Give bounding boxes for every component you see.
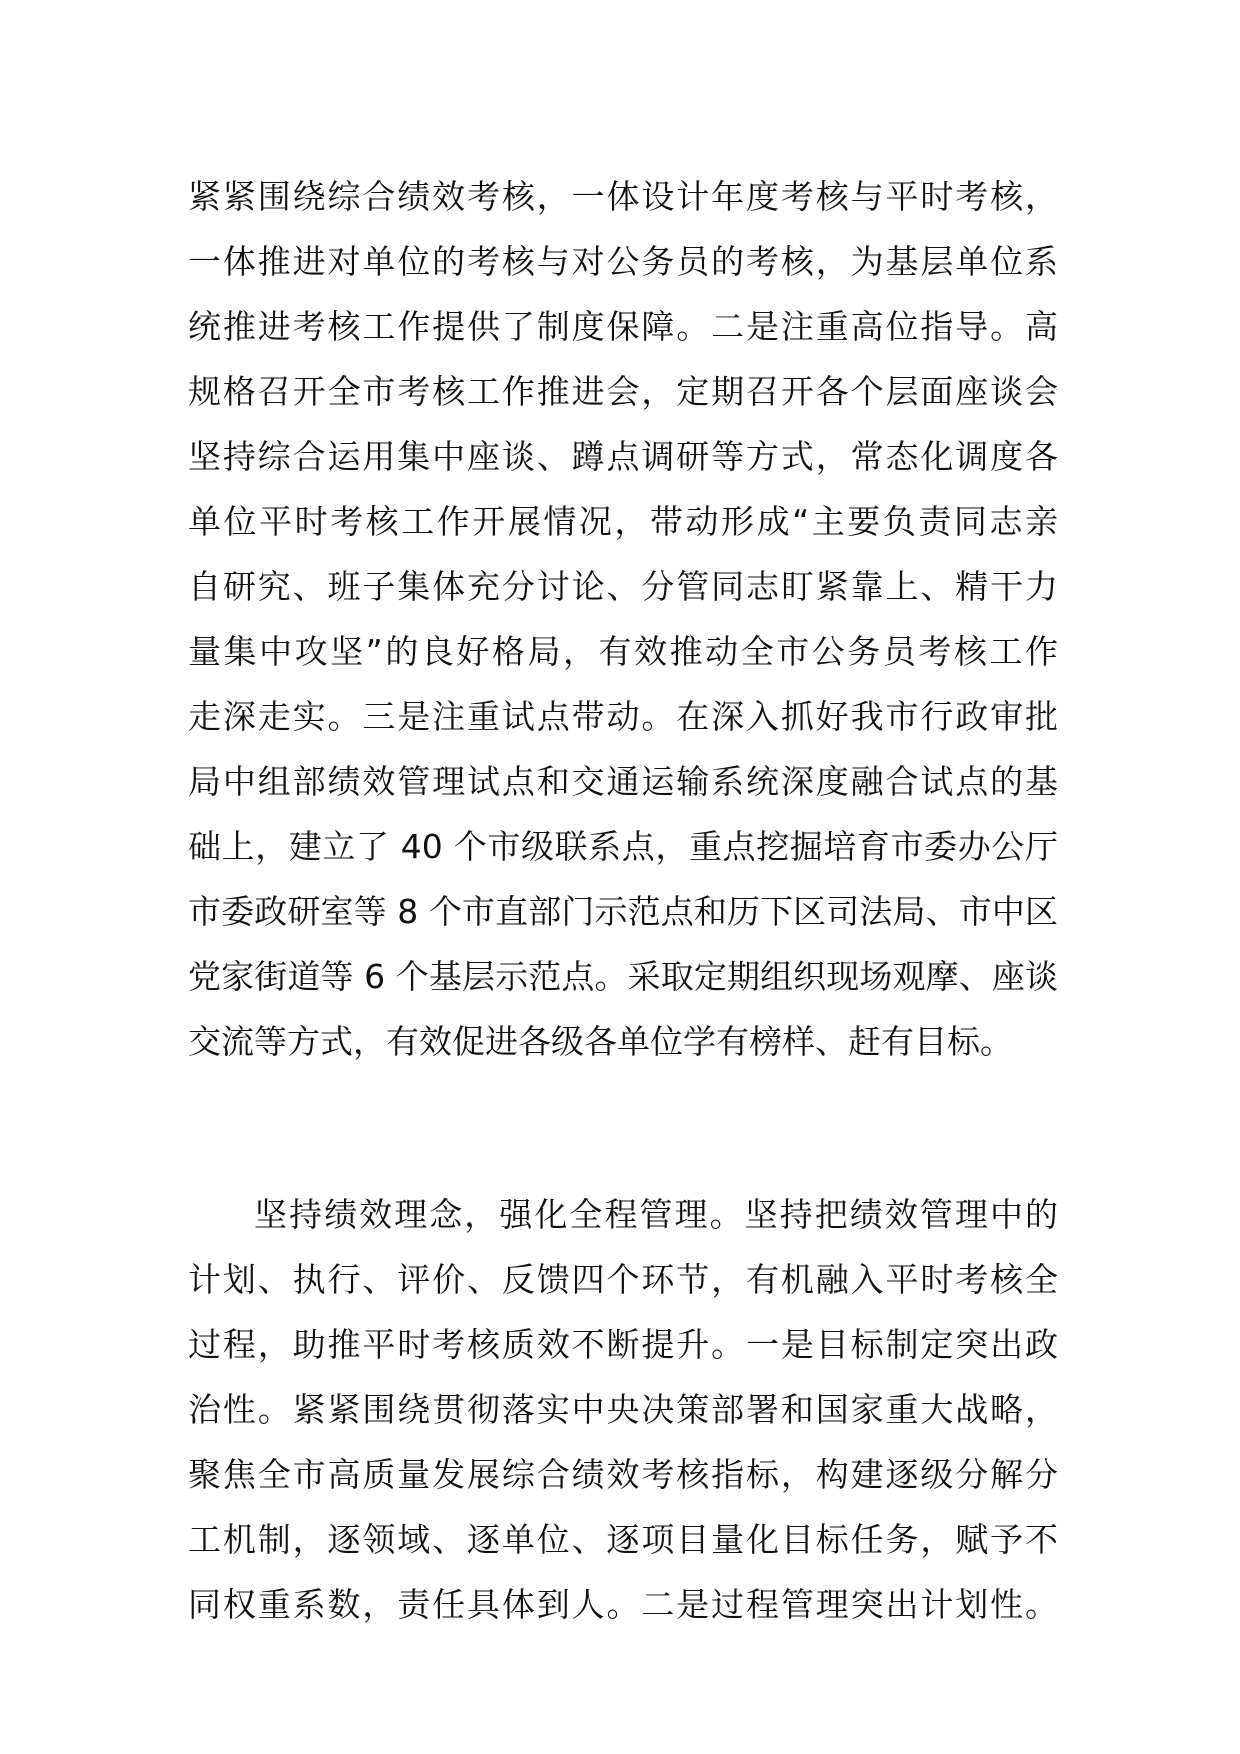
text-line: 计划、执行、评价、反馈四个环节，有机融入平时考核全 [188, 1260, 1058, 1299]
text-line: 聚焦全市高质量发展综合绩效考核指标，构建逐级分解分 [188, 1455, 1058, 1494]
text-line: 工机制，逐领域、逐单位、逐项目量化目标任务，赋予不 [188, 1520, 1058, 1559]
text-line: 自研究、班子集体充分讨论、分管同志盯紧靠上、精干力 [188, 567, 1058, 606]
paragraph-gap [188, 1074, 1058, 1182]
text-line: 紧紧围绕综合绩效考核，一体设计年度考核与平时考核， [188, 177, 1058, 216]
document-page [188, 164, 1058, 1637]
text-line: 坚持绩效理念，强化全程管理。坚持把绩效管理中的 [254, 1195, 1058, 1234]
text-line: 交流等方式，有效促进各级各单位学有榜样、赶有目标。 [188, 1022, 1013, 1061]
text-line: 党家街道等 6 个基层示范点。采取定期组织现场观摩、座谈 [188, 957, 1058, 996]
text-line: 坚持综合运用集中座谈、蹲点调研等方式，常态化调度各 [188, 437, 1058, 476]
text-line: 局中组部绩效管理试点和交通运输系统深度融合试点的基 [188, 762, 1058, 801]
text-line: 量集中攻坚”的良好格局，有效推动全市公务员考核工作 [188, 632, 1058, 671]
text-line: 市委政研室等 8 个市直部门示范点和历下区司法局、市中区 [188, 892, 1058, 931]
text-line: 治性。紧紧围绕贯彻落实中央决策部署和国家重大战略， [188, 1390, 1058, 1429]
text-line: 础上，建立了 40 个市级联系点，重点挖掘培育市委办公厅 [188, 827, 1058, 866]
text-line: 单位平时考核工作开展情况，带动形成“主要负责同志亲 [188, 502, 1058, 541]
text-line: 过程，助推平时考核质效不断提升。一是目标制定突出政 [188, 1325, 1058, 1364]
paragraph-1 [188, 164, 1058, 1074]
text-line: 统推进考核工作提供了制度保障。二是注重高位指导。高 [188, 307, 1058, 346]
paragraph-2 [188, 1182, 1058, 1637]
text-line: 一体推进对单位的考核与对公务员的考核，为基层单位系 [188, 242, 1058, 281]
text-line: 规格召开全市考核工作推进会，定期召开各个层面座谈会 [188, 372, 1058, 411]
text-line: 走深走实。三是注重试点带动。在深入抓好我市行政审批 [188, 697, 1058, 736]
text-line: 同权重系数，责任具体到人。二是过程管理突出计划性。 [188, 1585, 1058, 1624]
